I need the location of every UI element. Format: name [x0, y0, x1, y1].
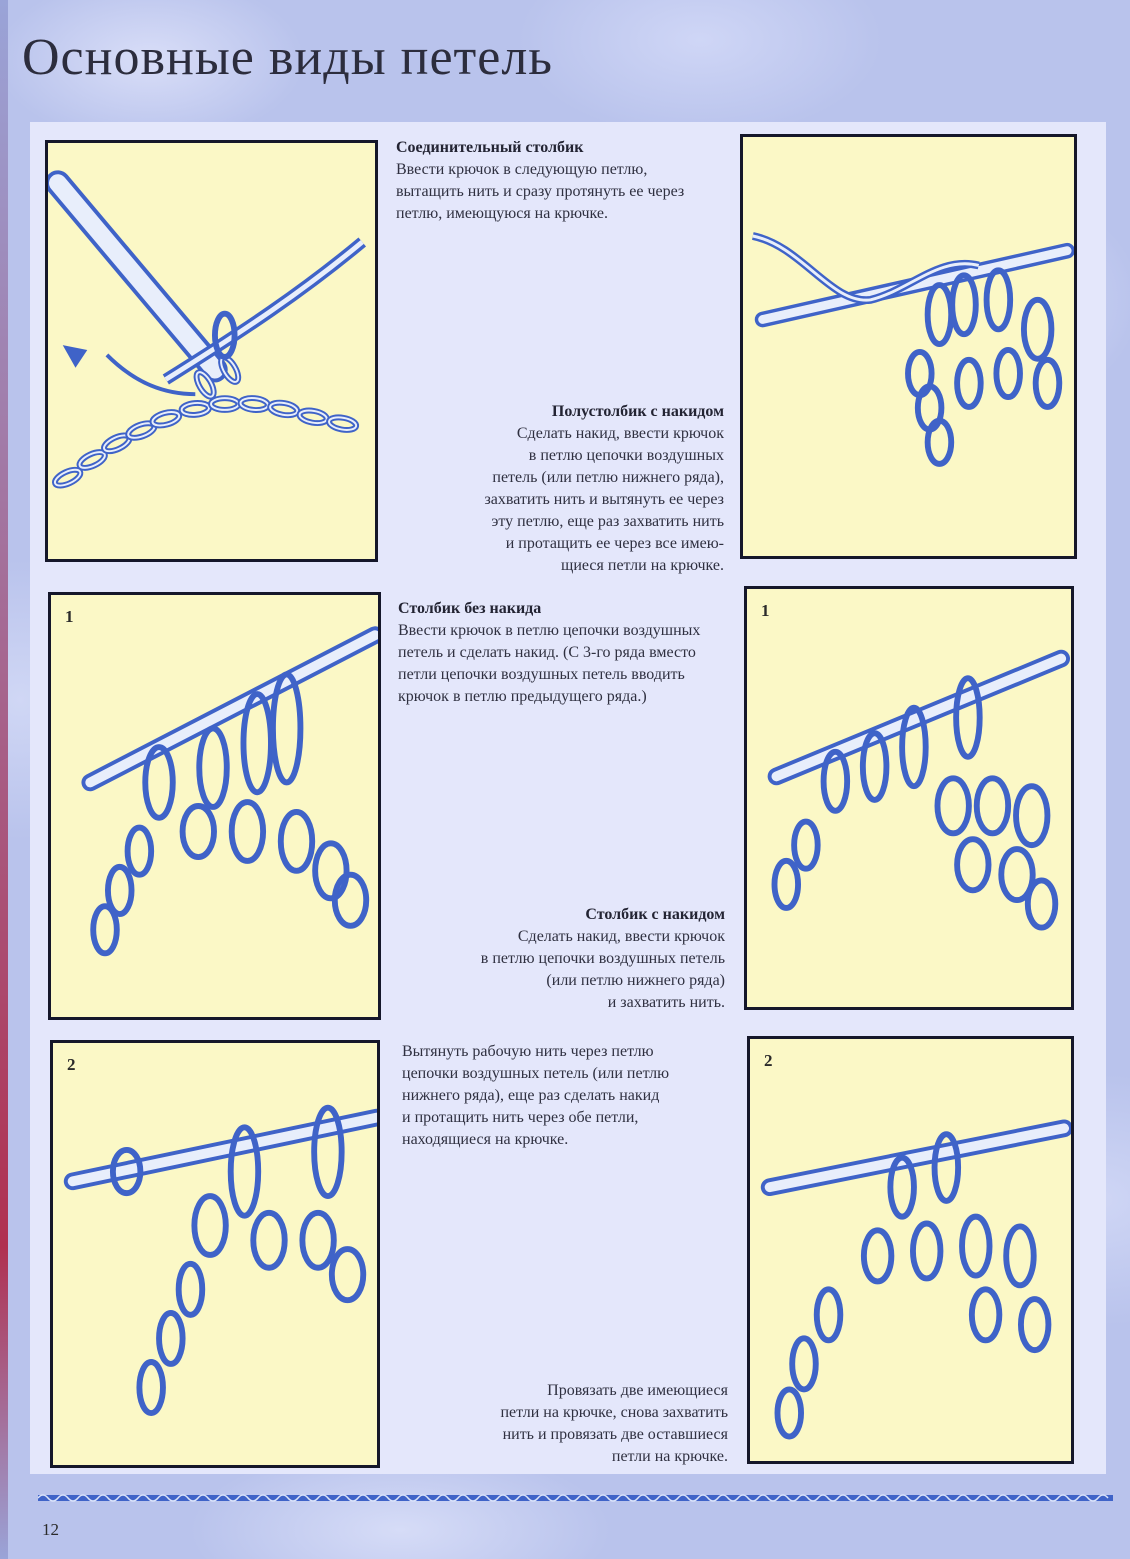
figure-slip-stitch — [45, 140, 378, 562]
figure-single-step-2 — [50, 1040, 380, 1468]
double-heading: Столбик с накидом — [585, 906, 725, 923]
double-crochet-step-2-illustration — [750, 1039, 1071, 1461]
single-heading: Столбик без накида — [398, 600, 542, 617]
half-double-heading: Полустолбик с накидом — [551, 403, 724, 420]
single-step2-text — [402, 1041, 732, 1151]
single-text — [398, 598, 728, 708]
half-double-instructions: Сделать накид, ввести крючок в петлю цепочки воздушных петель (или петлю нижнего ряда), захватить нить и вытянуть ее через эту петлю, еще раз захватить нить и протащить ее через все имею- щиеся петли на крючке. — [484, 425, 724, 574]
single-instructions: Ввести крючок в петлю цепочки воздушных петель и сделать накид. (С 3-го ряда вместо петли цепочки воздушных петель вводить крючок в петлю предыдущего ряда.) — [398, 622, 701, 705]
figure-double-step-2 — [747, 1036, 1074, 1464]
slip-stitch-instructions: Ввести крючок в следующую петлю, вытащить нить и сразу протянуть ее через петлю, имеющуюся на крючке. — [396, 161, 685, 222]
slip-stitch-text — [396, 137, 726, 225]
step-number: 1 — [761, 601, 770, 620]
half-double-illustration — [743, 137, 1074, 556]
half-double-text — [396, 401, 724, 577]
slip-stitch-illustration — [48, 143, 375, 559]
page-edge-strip — [0, 0, 8, 1559]
figure-single-step-1 — [48, 592, 381, 1020]
step-number: 2 — [764, 1051, 773, 1070]
slip-stitch-heading: Соединительный столбик — [396, 139, 584, 156]
single-crochet-step-1-illustration — [51, 595, 378, 1017]
double-step2-text — [396, 1380, 728, 1468]
step-number: 1 — [65, 607, 74, 626]
page-title: Основные виды петель — [22, 29, 554, 86]
double-text — [396, 904, 725, 1014]
page-number: 12 — [42, 1520, 59, 1539]
single-step2-instructions: Вытянуть рабочую нить через петлю цепочки воздушных петель (или петлю нижнего ряда), еще раз сделать накид и протащить нить через обе петли, находящиеся на крючке. — [402, 1043, 670, 1148]
double-instructions: Сделать накид, ввести крючок в петлю цепочки воздушных петель (или петлю нижнего ряда) и захватить нить. — [480, 928, 725, 1011]
figure-half-double — [740, 134, 1077, 559]
double-crochet-step-1-illustration — [747, 589, 1071, 1007]
step-number: 2 — [67, 1055, 76, 1074]
double-step2-instructions: Провязать две имеющиеся петли на крючке, снова захватить нить и провязать две оставшиеся петли на крючке. — [500, 1382, 728, 1465]
decorative-rope-divider — [38, 1492, 1113, 1504]
figure-double-step-1 — [744, 586, 1074, 1010]
single-crochet-step-2-illustration — [53, 1043, 377, 1465]
